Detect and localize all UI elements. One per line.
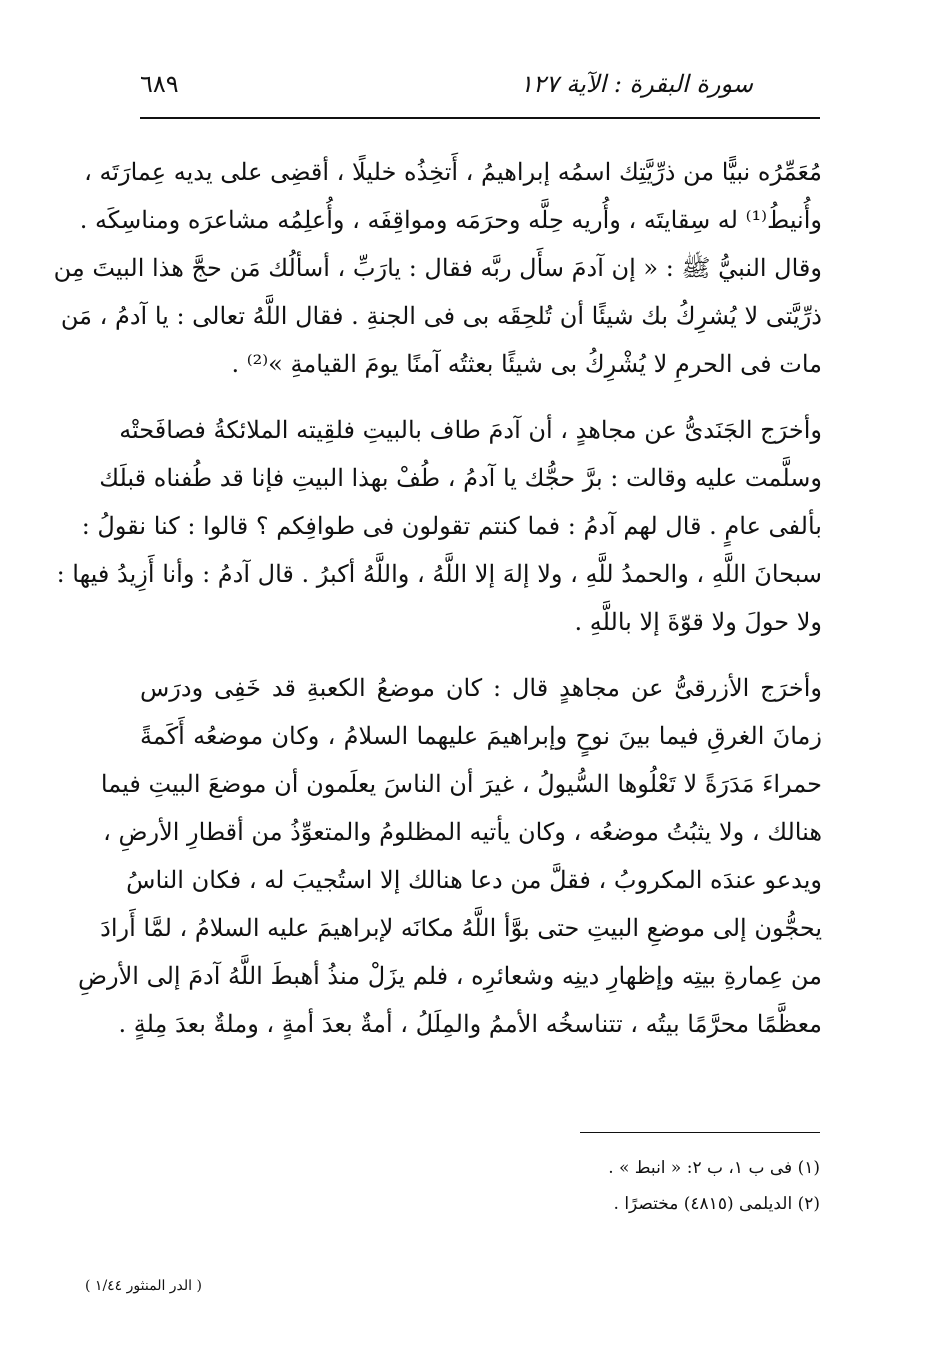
paragraph-2 bbox=[56, 406, 822, 646]
page-number: ٦٨٩ bbox=[140, 70, 179, 98]
paragraph-1 bbox=[53, 148, 822, 388]
running-title: سورة البقرة : الآية ١٢٧ bbox=[520, 70, 754, 98]
source-note: ( الدر المنثور ١/٤٤ ) bbox=[85, 1278, 202, 1294]
text-line: معظَّمًا محرَّمًا بيتُه ، تتناسخُه الأممُ والمِلَلُ ، أمةٌ بعدَ أمةٍ ، وملةٌ بعدَ مِلةٍ . bbox=[118, 1010, 822, 1038]
text-line: بألفى عامٍ . قال لهم آدمُ : فما كنتم تقولون فى طوافِكم ؟ قالوا : كنا نقولُ : bbox=[81, 512, 822, 540]
text-line: ذرِّيَّتى لا يُشرِكُ بك شيئًا أن تُلحِقَه بى فى الجنةِ . فقال اللَّهُ تعالى : يا آدمُ ، مَن bbox=[60, 302, 822, 330]
text-line: وقال النبيُّ ﷺ : « إن آدمَ سأَل ربَّه فقال : يارَبِّ ، أسألُك مَن حجَّ هذا البيتَ مِن bbox=[53, 254, 822, 282]
text-line: هنالك ، ولا يثبُتُ موضعُه ، وكان يأتيه المظلومُ والمتعوِّذُ من أقطارِ الأرضِ ، bbox=[103, 818, 822, 846]
text-line: مُعَمِّرُه نبيًّا من ذرِّيَّتِك اسمُه إبراهيمُ ، أَتخِذُه خليلًا ، أقضِى على يديه عِمارَتَه ، bbox=[84, 158, 822, 186]
text-line: من عِمارةِ بيتِه وإظهارِ دينِه وشعائرِه ، فلم يزَلْ منذُ أهبطَ اللَّهُ آدمَ إلى الأرضِ bbox=[77, 962, 822, 990]
paragraph-3 bbox=[77, 664, 822, 1048]
text-line: وأُنيطُ⁽¹⁾ له سِقايتَه ، وأُريه حِلَّه وحرَمَه ومواقِفَه ، وأُعلِمُه مشاعرَه ومناسِكَه . bbox=[79, 206, 822, 234]
text-line: حمراءَ مَدَرَةً لا تَعْلُوها السُّيولُ ، غيرَ أن الناسَ يعلَمون أن موضعَ البيتِ فيما bbox=[100, 770, 822, 798]
footnote-1: (١) فى ب ١، ب ٢: « انبط » . bbox=[608, 1158, 820, 1178]
text-line: يحجُّون إلى موضعِ البيتِ حتى بوَّأ اللَّهُ مكانَه لإبراهيمَ عليه السلامُ ، لمَّا أَرادَ bbox=[100, 914, 822, 942]
header-rule bbox=[140, 117, 820, 119]
footnotes bbox=[400, 1150, 820, 1222]
text-line: سبحانَ اللَّهِ ، والحمدُ للَّهِ ، ولا إلهَ إلا اللَّهُ ، واللَّهُ أكبرُ . قال آدمُ : وأنا أَزِيدُ فيها : bbox=[56, 560, 822, 588]
footnote-rule bbox=[580, 1132, 820, 1133]
page-header bbox=[140, 70, 820, 110]
page-body bbox=[53, 148, 822, 1048]
text-line: زمانَ الغرقِ فيما بينَ نوحٍ وإبراهيمَ عليهما السلامُ ، وكان موضعُه أَكَمةً bbox=[140, 722, 822, 750]
text-line: مات فى الحرمِ لا يُشْرِكُ بى شيئًا بعثتُه آمنًا يومَ القيامةِ »⁽²⁾ . bbox=[231, 350, 822, 378]
text-line: وسلَّمت عليه وقالت : برَّ حجُّك يا آدمُ ، طُفْ بهذا البيتِ فإنا قد طُفناه قبلَك bbox=[99, 464, 822, 492]
text-line: وأخرَج الجَنَدىُّ عن مجاهدٍ ، أن آدمَ طاف بالبيتِ فلقِيته الملائكةُ فصافَحتْه bbox=[119, 416, 822, 444]
text-line: وأخرَج الأزرقىُّ عن مجاهدٍ قال : كان موضعُ الكعبةِ قد خَفِى ودرَس bbox=[140, 674, 822, 702]
text-line: ولا حولَ ولا قوّةَ إلا باللَّهِ . bbox=[574, 608, 822, 636]
footnote-2: (٢) الديلمى (٤٨١٥) مختصرًا . bbox=[613, 1194, 820, 1214]
text-line: ويدعو عندَه المكروبُ ، فقلَّ من دعا هنالك إلا استُجيبَ له ، فكان الناسُ bbox=[126, 866, 822, 894]
